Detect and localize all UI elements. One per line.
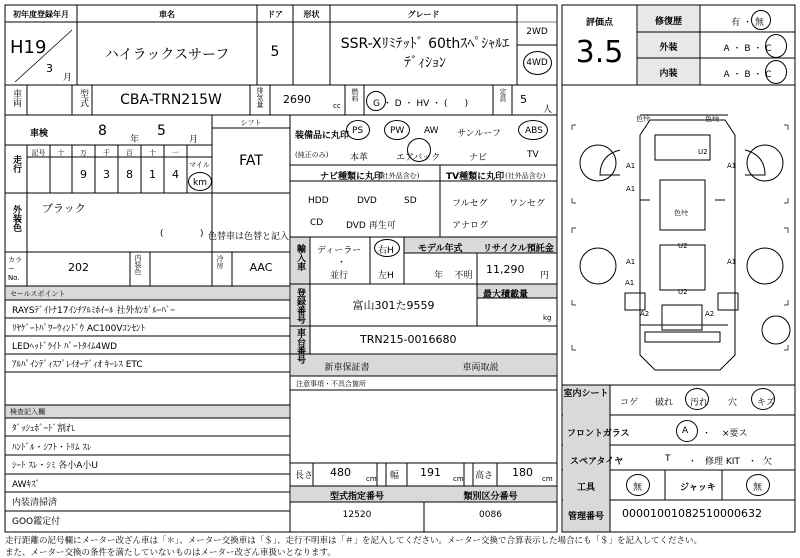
equip-abs: ABS	[525, 126, 543, 136]
length-unit: cm	[366, 475, 377, 483]
door-count: 5	[270, 44, 280, 60]
footer-note-1: 走行距離の記号欄にメーター改ざん車は「＊」、メーター交換車は「＄」、走行不明車は「＃」を記入してください。メーター交換で合算表示した場合にも「＄」を記入してください。	[5, 536, 703, 546]
nav-dvd: DVD	[357, 196, 377, 206]
car-name-label: 車名	[159, 10, 175, 19]
inspection-note-item: ﾀﾞｯｼｭﾎﾞｰﾄﾞ割れ	[12, 424, 76, 434]
mileage-header-4: 百	[126, 149, 133, 157]
registration-label: 登録番号	[295, 288, 305, 324]
model-label: 型式	[78, 89, 88, 107]
diag-label-7: 色ﾔｾ	[674, 209, 688, 217]
management-value: 00001001082510000632	[622, 507, 762, 520]
seat-burn: コゲ	[620, 398, 639, 408]
inspection-note-item: ﾊﾝﾄﾞﾙ・ｼﾌﾄ・ﾄﾘﾑ ｽﾚ	[12, 442, 92, 453]
windshield-a-circle	[676, 420, 698, 442]
nav-cd: CD	[310, 218, 324, 228]
inspection-year: 8	[98, 123, 107, 139]
color-value: ブラック	[42, 202, 86, 215]
sales-point-item: RAYSﾃﾞｲﾄﾅ17ｲﾝﾁｱﾙﾐﾎｲｰﾙ 社外ｶﾝｶﾞﾙｰﾊﾞｰ	[12, 306, 175, 316]
pw-circle	[384, 120, 410, 140]
equip-aw: AW	[424, 126, 439, 136]
mileage-header-5: 十	[149, 149, 156, 157]
mileage-header-0: 記号	[31, 149, 46, 157]
ps-circle	[346, 120, 370, 140]
mileage-label: 走行	[11, 155, 21, 173]
first-reg-label: 初年度登録年月	[13, 10, 69, 19]
seat-hole: 穴	[728, 398, 738, 408]
equipment-label: 装備品に丸印	[295, 131, 350, 141]
width-unit: cm	[453, 475, 464, 483]
equip-tv: TV	[527, 150, 539, 160]
exterior-c-circle	[765, 34, 787, 58]
registration-value: 富山301た9559	[352, 299, 435, 312]
nav-hdd: HDD	[308, 196, 329, 206]
color-no-label: カラーNo.	[8, 256, 22, 282]
diag-label-4: U2	[698, 148, 708, 156]
color-note: 色替車は色替と記入	[208, 232, 290, 242]
fuel-label: 燃料	[351, 88, 359, 102]
import-parallel: 並行	[330, 271, 349, 281]
repair-none-circle	[751, 10, 771, 30]
nav-sd: SD	[404, 196, 417, 206]
shape-label: 形状	[303, 10, 320, 19]
ac-label: 冷房	[216, 255, 224, 269]
equip-leather: 本革	[350, 153, 369, 163]
diag-label-9: A1	[626, 258, 636, 266]
abs-circle	[518, 120, 548, 140]
jack-value: 無	[753, 483, 763, 493]
equip-ps: PS	[352, 126, 364, 136]
recycle-fee: 11,290	[486, 263, 525, 276]
mileage-header-6: 一	[172, 149, 179, 157]
sales-point-item: ﾘﾔｹﾞｰﾄﾊﾟﾜｰｳｨﾝﾄﾞｳ AC100Vｺﾝｾﾝﾄ	[12, 324, 145, 334]
first-reg-year: H19	[10, 37, 47, 58]
fuel-options: G ・ D ・ HV ・ ( )	[373, 99, 469, 109]
tv-analog: アナログ	[452, 221, 489, 231]
seat-dirt-circle	[685, 388, 709, 410]
import-dot: ・	[337, 258, 347, 268]
seat-dirt: 汚れ	[690, 398, 709, 408]
handle-right-circle	[374, 239, 400, 257]
tv-sub: (社外品含む)	[505, 172, 546, 180]
interior-label: 内装	[659, 69, 678, 79]
drive-4wd-circle	[523, 51, 552, 75]
classification-value: 0086	[479, 510, 502, 520]
diag-label-12: A1	[625, 279, 635, 287]
tv-fullseg: フルセグ	[452, 199, 488, 209]
km-circle	[188, 172, 212, 191]
classification-label: 類別区分番号	[463, 492, 518, 502]
max-load-label: 最大積載量	[483, 290, 529, 300]
length-label: 長さ	[295, 471, 314, 481]
equip-airbag: エアバック	[396, 153, 441, 163]
type-designation-label: 型式指定番号	[329, 492, 384, 502]
seat-tear: 破れ	[655, 398, 674, 408]
windshield-a: A	[682, 426, 689, 436]
year-unit: 年	[130, 135, 140, 145]
mileage-header-1: 十	[57, 149, 65, 157]
cc-unit: cc	[333, 102, 341, 110]
tools-label: 工具	[576, 483, 595, 493]
color-no-value: 202	[68, 261, 89, 274]
handle-right: 右H	[378, 246, 394, 256]
fuel-g-circle	[366, 91, 386, 111]
nav-dvd-play: DVD 再生可	[346, 221, 396, 231]
handle-left: 左H	[378, 271, 394, 281]
inspection-label: 車検	[30, 129, 49, 139]
airbag-circle	[407, 138, 431, 162]
mileage-digit-2: 3	[103, 168, 110, 181]
nav-label: ナビ種類に丸印	[320, 172, 384, 182]
spare-dot-1: ・	[688, 457, 698, 467]
door-label: ドア	[267, 10, 283, 19]
windshield-replace: ×要ス	[722, 429, 748, 439]
spare-kit: 修理 KIT	[705, 457, 740, 467]
recycle-label: リサイクル預託金	[483, 244, 554, 254]
caution-label: 注意事項・不具合箇所	[296, 380, 366, 388]
inspection-note-item: 内装清掃済	[12, 498, 58, 509]
model-value: CBA-TRN215W	[120, 92, 222, 108]
diag-label-8: U2	[678, 242, 688, 250]
exterior-options: A ・ B ・ C	[723, 44, 772, 54]
color-label: 外装色	[11, 205, 21, 232]
height-label: 高さ	[475, 471, 494, 481]
drive-4wd: 4WD	[526, 58, 548, 68]
seat-scratch-circle	[751, 388, 775, 410]
drive-2wd: 2WD	[526, 27, 548, 37]
interior-color-label: 内装色	[134, 254, 142, 275]
width-label: 幅	[390, 471, 400, 481]
interior-options: A ・ B ・ C	[723, 70, 772, 80]
first-reg-month: 3	[46, 62, 53, 75]
manual: 車両取説	[462, 363, 499, 373]
tools-value: 無	[633, 483, 643, 493]
shift-label: シフト	[240, 119, 262, 127]
tv-label: TV種類に丸印	[446, 172, 505, 182]
model-year-label: モデル年式	[418, 244, 463, 254]
jack-label: ジャッキ	[680, 483, 716, 493]
windshield-dot: ・	[702, 429, 712, 439]
chassis-value: TRN215-0016680	[360, 333, 457, 346]
diag-label-14: A2	[705, 310, 715, 318]
spare-missing: 欠	[763, 457, 773, 467]
import-label: 輸入車	[295, 244, 305, 271]
month-unit-2: 月	[189, 135, 199, 145]
type-label: 車両	[11, 89, 21, 107]
footer-note-2: また、メーター交換の条件を満たしていないものはメーター改ざん車扱いとなります。	[5, 548, 336, 558]
jack-none-circle	[746, 474, 770, 496]
equip-pw: PW	[390, 126, 405, 136]
diag-label-3: A1	[626, 162, 636, 170]
spare-tire-label: スペアタイヤ	[570, 457, 624, 467]
inspection-notes-label: 検査記入欄	[10, 408, 45, 416]
height-unit: cm	[542, 475, 553, 483]
diag-label-5: A1	[727, 162, 737, 170]
nav-sub: (社外品含む)	[379, 172, 420, 180]
mileage-digit-3: 8	[126, 168, 133, 181]
width-value: 191	[420, 466, 441, 479]
diag-label-1: 色ﾔｾ	[636, 115, 650, 123]
spare-t: T	[665, 454, 671, 464]
mileage-header-3: 千	[103, 149, 110, 157]
person-unit: 人	[543, 105, 553, 115]
grade-value: SSR-Xﾘﾐﾃｯﾄﾞ 60thｽﾍﾟｼｬﾙｴﾃﾞｨｼｮﾝ	[340, 36, 510, 71]
car-name: ハイラックスサーフ	[104, 47, 230, 63]
km-label: km	[193, 178, 207, 188]
diag-label-6: A1	[626, 185, 636, 193]
inspection-note-item: GOO鑑定付	[12, 517, 61, 527]
windshield-label: フロントガラス	[567, 429, 630, 439]
management-label: 管理番号	[567, 512, 604, 522]
length-value: 480	[330, 466, 351, 479]
exterior-label: 外装	[659, 43, 678, 53]
model-year-value: 年 不明	[434, 271, 473, 281]
shift-value: FAT	[239, 153, 263, 169]
mileage-digit-4: 1	[149, 168, 156, 181]
inspection-month: 5	[157, 123, 166, 139]
spare-dot-2: ・	[748, 457, 758, 467]
sales-point-item: ｱﾙﾊﾟｲﾝﾃﾞｨｽﾌﾟﾚｲｵｰﾃﾞｨｵ ｷｰﾚｽ ETC	[12, 360, 143, 370]
repair-options: 有 ・ 無	[731, 18, 764, 28]
equipment-sub: (純正のみ)	[295, 151, 329, 159]
tv-oneseg: ワンセグ	[509, 199, 546, 209]
sales-point-item: LEDﾍｯﾄﾞﾗｲﾄ ﾊﾟｰﾄﾀｲﾑ4WD	[12, 342, 118, 352]
diag-label-2: 色ﾔｾ	[705, 115, 719, 123]
sales-point-label: セールスポイント	[10, 290, 66, 298]
diag-label-13: A2	[640, 310, 650, 318]
displacement-label: 排気量	[256, 87, 264, 108]
repair-label: 修復歴	[654, 17, 682, 27]
tools-none-circle	[626, 474, 650, 496]
room-seat-label: 室内シート	[563, 389, 609, 399]
mileage-digit-5: 4	[172, 168, 179, 181]
yen-unit: 円	[540, 271, 550, 281]
new-warranty: 新車保証書	[324, 363, 370, 373]
type-designation-value: 12520	[342, 510, 372, 520]
diag-label-11: U2	[678, 288, 688, 296]
inspection-note-item: AWｷｽﾞ	[12, 479, 41, 490]
equip-navi: ナビ	[469, 153, 488, 163]
diag-label-10: A1	[727, 258, 737, 266]
month-unit: 月	[63, 73, 73, 83]
capacity-label: 定員	[499, 88, 507, 102]
kg-unit: kg	[543, 314, 552, 322]
interior-c-circle	[765, 60, 787, 84]
mileage-digit-1: 9	[80, 168, 87, 181]
chassis-label: 車台番号	[295, 328, 305, 364]
height-value: 180	[512, 466, 533, 479]
mile-label: マイル	[189, 161, 210, 169]
score-value: 3.5	[575, 35, 624, 70]
inspection-note-item: ｼｰﾄ ｽﾚ・ｼﾐ 各小A小U	[12, 461, 98, 472]
score-label: 評価点	[585, 18, 613, 28]
import-dealer: ディーラー	[317, 246, 362, 256]
seat-scratch: キズ	[757, 398, 775, 408]
displacement-value: 2690	[283, 93, 311, 106]
capacity-value: 5	[520, 93, 527, 106]
grade-label: グレード	[407, 10, 440, 19]
ac-value: AAC	[249, 261, 273, 274]
equip-sunroof: サンルーフ	[457, 129, 501, 139]
mileage-header-2: 万	[80, 149, 87, 157]
